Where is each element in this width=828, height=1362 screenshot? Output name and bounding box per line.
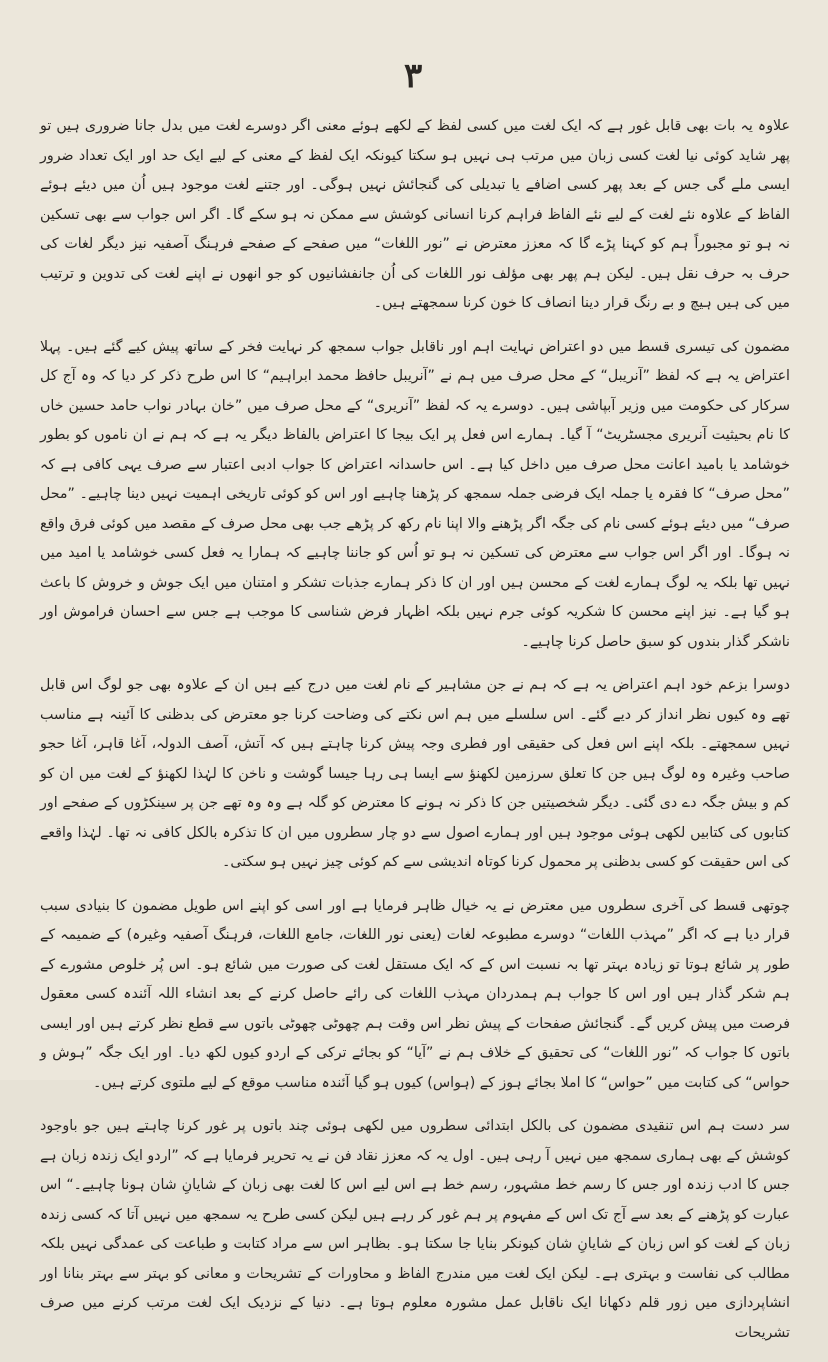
paragraph: چوتھی قسط کی آخری سطروں میں معترض نے یہ خیال ظاہر فرمایا ہے اور اسی کو اپنے اس طویل مضمون کا بنیادی سبب قرار دیا ہے کہ اگر ”مہذب اللغات“ دوسرے مطبوعہ لغات (یعنی نور اللغات، جامع اللغات، فرہنگ آصفیہ وغیرہ) کے ضمیمہ کے طور پر شائع ہوتا تو زیادہ بہتر تھا بہ نسبت اس کے کہ ایک مستقل لغت کی صورت میں شائع ہو۔ اس پُر خلوص مشورے کے ہم شکر گذار ہیں اور اس کا جواب ہم ہمدردان مہذب اللغات کی رائے حاصل کرنے کے بعد انشاء اللہ آئندہ کسی معقول فرصت میں پیش کریں گے۔ گنجائش صفحات کے پیش نظر اس وقت ہم چھوٹی چھوٹی باتوں سے قطع نظر کرتے ہیں اور ایسی باتوں کا جواب کہ ”نور اللغات“ کی تحقیق کے خلاف ہم نے ”آیا“ کو بجائے ترکی کے اردو کیوں لکھ دیا۔ اور ایک جگہ ”ہوش و حواس“ کی کتابت میں ”حواس“ کا املا بجائے ہوز کے (ہواس) کیوں ہو گیا آئندہ مناسب موقع کے لیے ملتوی کرتے ہیں۔ bbox=[40, 897, 790, 1091]
page-number: ۳ bbox=[404, 56, 423, 96]
paragraph: مضمون کی تیسری قسط میں دو اعتراض نہایت اہم اور ناقابل جواب سمجھ کر نہایت فخر کے ساتھ پیش کیے گئے ہیں۔ پہلا اعتراض یہ ہے کہ لفظ ”آنریبل“ کے محل صرف میں ہم نے ”آنریبل حافظ محمد ابراہیم“ کا اس طرح ذکر کر دیا کہ وہ آج کل سرکار کی حکومت میں وزیر آبپاشی ہیں۔ دوسرے یہ کہ لفظ ”آنریری“ کے محل صرف میں ”خان بہادر نواب حامد حسین خاں کا نام بحیثیت آنریری مجسٹریٹ“ آ گیا۔ ہمارے اس فعل پر ایک بیجا کا اعتراض بالفاظ دیگر یہ ہے کہ ہم نے ان ناموں کو بطور خوشامد یا بامید اعانت محل صرف میں داخل کیا ہے۔ اس حاسدانہ اعتراض کا جواب ادبی اعتبار سے صرف یہی کافی ہے کہ ”محل صرف“ کا فقرہ یا جملہ ایک فرضی جملہ سمجھ کر پڑھنا چاہیے اور اس کو کوئی تاریخی اہمیت نہیں دینا چاہیے۔ ”محل صرف“ میں دیئے ہوئے کسی نام کی جگہ اگر پڑھنے والا اپنا نام رکھ کر پڑھے جب بھی محل صرف کے مقصد میں کوئی فرق واقع نہ ہوگا۔ اور اگر اس جواب سے معترض کی تسکین نہ ہو تو اُس کو جاننا چاہیے کہ ہمارا یہ فعل کسی خوشامد یا امید میں نہیں تھا بلکہ یہ لوگ ہمارے لغت کے محسن ہیں اور ان کا ذکر ہمارے جذبات تشکر و امتنان میں ایک جوش و خروش کا باعث ہو گیا ہے۔ نیز اپنے محسن کا شکریہ کوئی جرم نہیں بلکہ اظہار فرض شناسی کا موجب ہے جس سے احسان فراموش اور ناشکر گذار بندوں کو سبق حاصل کرنا چاہیے۔ bbox=[40, 338, 790, 650]
paragraph: دوسرا بزعم خود اہم اعتراض یہ ہے کہ ہم نے جن مشاہیر کے نام لغت میں درج کیے ہیں ان کے علاوہ بھی جو لوگ اس قابل تھے وہ کیوں نظر انداز کر دیے گئے۔ اس سلسلے میں ہم اس نکتے کی وضاحت کرنا جو معترض کی بدظنی کا آئینہ ہے مناسب نہیں سمجھتے۔ بلکہ اپنے اس فعل کی حقیقی اور فطری وجہ پیش کرنا چاہتے ہیں کہ آتش، آصف الدولہ، آغا قاہر، آغا حجو صاحب وغیرہ وہ لوگ ہیں جن کا تعلق سرزمین لکھنؤ سے ایسا ہی رہا جیسا گوشت و ناخن کا لہٰذا لکھنؤ کے لغت میں ان کو کم و بیش جگہ دے دی گئی۔ دیگر شخصیتیں جن کا ذکر نہ ہونے کا معترض کو گلہ ہے وہ وہ تھے جن پر سینکڑوں کے صفحے اور کتابوں کی کتابیں لکھی ہوئی موجود ہیں اور ہمارے اصول سے دو چار سطروں میں ان کا تذکرہ بالکل کافی نہ تھا۔ لہٰذا واقعے کی اس حقیقت کو کسی بدظنی پر محمول کرنا کوتاہ اندیشی سے کم کوئی چیز نہیں ہو سکتی۔ bbox=[40, 677, 790, 870]
paragraph: علاوہ یہ بات بھی قابل غور ہے کہ ایک لغت میں کسی لفظ کے لکھے ہوئے معنی اگر دوسرے لغت میں بدل جانا ضروری ہیں تو پھر شاید کوئی نیا لغت کسی زبان میں مرتب ہی نہیں ہو سکتا کیونکہ ایک لفظ کے معنی کے لیے ایک حد اور ایک تعداد ضرور ایسی ملے گی جس کے بعد پھر کسی اضافے یا تبدیلی کی گنجائش نہیں ہوگی۔ اور جتنے لغت موجود ہیں اُن میں دیئے ہوئے الفاظ کے علاوہ نئے لغت کے لیے نئے الفاظ فراہم کرنا انسانی کوشش سے ممکن نہ ہو سکے گا۔ اگر اس جواب سے بھی تسکین نہ ہو تو مجبوراً ہم کو کہنا پڑے گا کہ معزز معترض نے ”نور اللغات“ میں صفحے کے صفحے فرہنگ آصفیہ نیز دیگر لغات کی حرف بہ حرف نقل ہیں۔ لیکن ہم پھر بھی مؤلف نور اللغات کی اُن جانفشانیوں کو جو انھوں نے اپنے لغت کی تدوین و ترتیب میں کی ہیں ہیچ و بے رنگ قرار دینا انصاف کا خون کرنا سمجھتے ہیں۔ bbox=[40, 118, 790, 311]
paragraph: سر دست ہم اس تنقیدی مضمون کی بالکل ابتدائی سطروں میں لکھی ہوئی چند باتوں پر غور کرنا چاہتے ہیں جو باوجود کوشش کے بھی ہماری سمجھ میں نہیں آ رہی ہیں۔ اول یہ کہ معزز نقاد فن نے یہ تحریر فرمایا ہے کہ ”اردو ایک زندہ زبان ہے جس کا ادب زندہ اور جس کا رسم خط مشہور، رسم خط ہے اس لیے اس کا لغت بھی زبان کے شایانِ شان ہونا چاہیے۔“ اس عبارت کو پڑھنے کے بعد سے آج تک اس کے مفہوم پر ہم غور کر رہے ہیں لیکن کسی طرح یہ سمجھ میں نہیں آتا کہ کسی زندہ زبان کے لغت کو اس زبان کے شایانِ شان کیونکر بنایا جا سکتا ہو۔ بظاہر اس سے مراد کتابت و طباعت کی عمدگی نہیں بلکہ مطالب کی نفاست و بہتری ہے۔ لیکن ایک لغت میں مندرج الفاظ و محاورات کے تشریحات و معانی کو بہتر سے بہتر بنانا اور انشاپردازی میں زور قلم دکھانا ایک ناقابل عمل مشورہ معلوم ہوتا ہے۔ دنیا کے نزدیک ایک لغت مرتب کرنے میں صرف تشریحات bbox=[40, 1118, 790, 1341]
page-body bbox=[40, 112, 790, 1362]
